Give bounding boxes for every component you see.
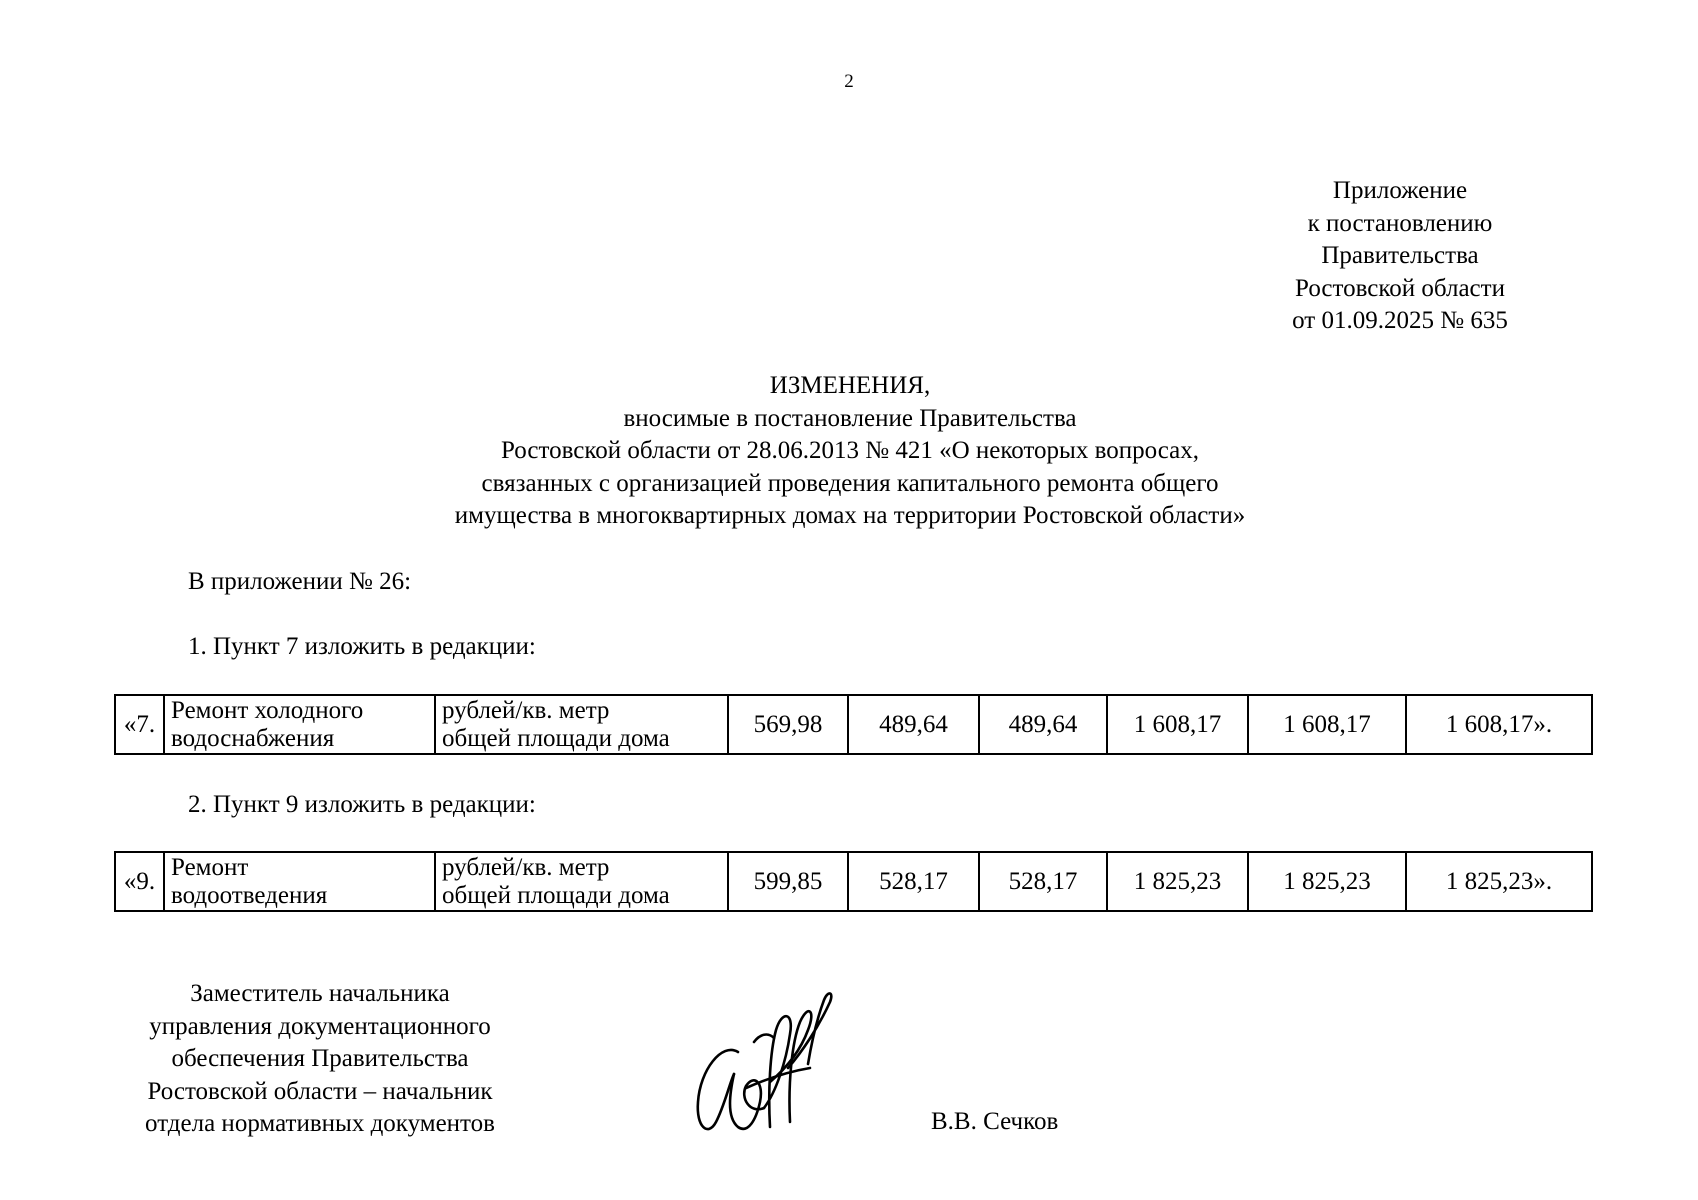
value-cell: 1 608,17: [1248, 695, 1406, 754]
value-cell: 569,98: [728, 695, 848, 754]
signer-position: [110, 978, 530, 1141]
unit-cell: [435, 852, 728, 911]
row-number: «9.: [115, 852, 164, 911]
page-number: 2: [844, 71, 854, 92]
handwritten-signature: [690, 982, 850, 1142]
work-name-line: Ремонт: [171, 853, 249, 881]
value-cell: 528,17: [848, 852, 979, 911]
value-cell: 1 608,17: [1107, 695, 1248, 754]
work-name-line: водоснабжения: [171, 724, 335, 752]
title-line: Ростовской области от 28.06.2013 № 421 «О некоторых вопросах,: [501, 437, 1199, 464]
table-row: [115, 852, 1592, 911]
document-title: [300, 370, 1400, 533]
work-name: [164, 695, 435, 754]
value-cell: 1 608,17».: [1406, 695, 1592, 754]
value-cell: 1 825,23: [1248, 852, 1406, 911]
work-name-line: Ремонт холодного: [171, 696, 364, 724]
signer-position-line: отдела нормативных документов: [145, 1110, 495, 1137]
appendix-line: Правительства: [1321, 242, 1479, 269]
unit-line: общей площади дома: [442, 881, 670, 909]
value-cell: 489,64: [848, 695, 979, 754]
amendment-table-9: [114, 851, 1593, 912]
value-cell: 489,64: [979, 695, 1107, 754]
work-name: [164, 852, 435, 911]
unit-line: рублей/кв. метр: [442, 696, 610, 724]
value-cell: 1 825,23: [1107, 852, 1248, 911]
value-cell: 599,85: [728, 852, 848, 911]
unit-line: общей площади дома: [442, 724, 670, 752]
title-line: ИЗМЕНЕНИЯ,: [769, 372, 931, 399]
value-cell: 1 825,23».: [1406, 852, 1592, 911]
signer-position-line: Ростовской области – начальник: [147, 1077, 493, 1105]
appendix-header: [1240, 175, 1560, 338]
title-line: имущества в многоквартирных домах на территории Ростовской области»: [454, 502, 1246, 529]
table-row: [115, 695, 1592, 754]
title-line: вносимые в постановление Правительства: [623, 404, 1077, 432]
signer-name: В.В. Сечков: [931, 1108, 1059, 1135]
appendix-line: Приложение: [1332, 177, 1468, 204]
item-heading: 1. Пункт 7 изложить в редакции:: [188, 633, 536, 660]
appendix-line: от 01.09.2025 № 635: [1292, 307, 1508, 334]
title-line: связанных с организацией проведения капитального ремонта общего: [481, 469, 1219, 497]
unit-line: рублей/кв. метр: [442, 853, 610, 881]
signer-position-line: управления документационного: [149, 1012, 491, 1040]
appendix-line: к постановлению: [1307, 209, 1493, 237]
value-cell: 528,17: [979, 852, 1107, 911]
unit-cell: [435, 695, 728, 754]
appendix-line: Ростовской области: [1295, 274, 1505, 302]
item-heading: 2. Пункт 9 изложить в редакции:: [188, 791, 536, 818]
work-name-line: водоотведения: [171, 881, 328, 909]
signer-position-line: обеспечения Правительства: [171, 1045, 469, 1072]
intro-paragraph: В приложении № 26:: [188, 568, 412, 595]
row-number: «7.: [115, 695, 164, 754]
signer-position-line: Заместитель начальника: [190, 980, 450, 1007]
amendment-table-7: [114, 694, 1593, 755]
